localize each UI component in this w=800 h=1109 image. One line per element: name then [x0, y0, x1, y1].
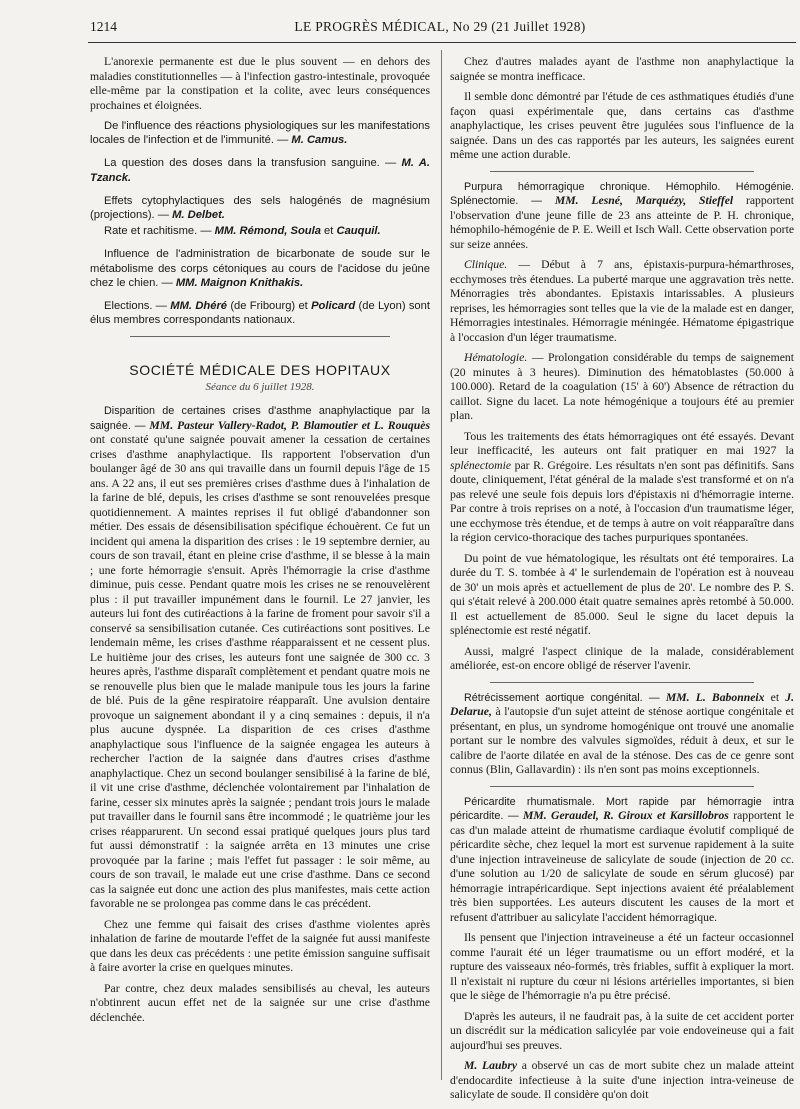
paragraph-asthme-non-anaph: Chez d'autres malades ayant de l'asthme non anaphylactique la saignée se montra inefficace.	[450, 55, 794, 83]
article-body: rapportent l'observation d'une jeune fille de 23 ans atteinte de P. H. chronique, hémophilo-hémogénie de P. E. Weill et Isch Wall. Cette observation porte sur seize années.	[450, 194, 795, 251]
paragraph-clinique	[450, 258, 794, 345]
paragraph-discredit: D'après les auteurs, il ne faudrait pas, à la suite de cet accident porter un discrédit sur la médication salicylée par voie endoveineuse qui a fait aujourd'hui ses preuves.	[450, 1009, 794, 1052]
text: a observé un cas de mort subite chez un malade atteint d'endocardite infectieuse à la suite d'une injection intra-veineuse de salicylate de soude. Il considère qu'on doit	[450, 1059, 794, 1101]
item-author: MM. Dhéré	[170, 300, 228, 313]
article-authors: MM. Lesné, Marquézy, Stieffel	[554, 194, 734, 207]
subsection-label: Clinique.	[464, 258, 508, 271]
item-delbet	[90, 194, 430, 222]
paragraph-traitements	[450, 430, 794, 546]
paragraph-hematologie	[450, 351, 794, 424]
subsection-body: — Prolongation considérable du temps de saignement (20 minutes à 3 heures). Diminution des hématoblastes (50.000 à 100.000). Retard de la coagulation (15' à 60') Absence de rétraction du caillot. Signe du lacet. La note hémogénique a toujours été au premier plan.	[450, 351, 794, 422]
section-rule	[490, 786, 754, 787]
text: Tous les traitements des états hémorragiques ont été essayés. Devant leur inefficacité, les auteurs ont fait pratiquer en mai 1927 la	[450, 429, 794, 457]
item-conjunction: et	[320, 225, 337, 238]
item-author: Cauquil.	[336, 225, 381, 238]
paragraph-purpura	[450, 180, 794, 253]
article-authors: M. Laubry	[464, 1059, 518, 1072]
seance-date: Séance du 6 juillet 1928.	[205, 380, 315, 393]
item-author: M. Delbet.	[172, 209, 225, 222]
journal-title: LE PROGRÈS MÉDICAL, No 29 (21 Juillet 1928)	[294, 19, 586, 34]
page-header	[90, 16, 790, 38]
item-title: La question des doses dans la transfusion sanguine. —	[104, 157, 397, 170]
item-camus	[90, 119, 430, 147]
subsection-body: — Début à 7 ans, épistaxis-purpura-hémarthroses, ecchymoses très étendues. La puberté marque une aggravation très nette. Ménorragies très abondantes. Epistaxis intarissables. A plusieurs reprises, les hémorragies sont telles que la vie de la malade est en danger, Hémorragies intestinales. Hémorragie méningée. Hématome épigastrique à l'occasion d'un léger traumatisme.	[450, 258, 794, 344]
item-elections	[90, 299, 430, 327]
header-rule	[88, 42, 796, 43]
item-author: MM. Rémond, Soula	[214, 225, 321, 238]
article-title: Disparition de certaines crises d'asthme anaphylactique par la saignée. —	[90, 405, 430, 432]
subsection-label: Hématologie.	[464, 351, 528, 364]
article-title: Rétrécissement aortique congénital. —	[464, 691, 660, 704]
item-title: Elections. —	[104, 300, 167, 313]
item-title: Influence de l'administration de bicarbonate de soude sur le métabolisme des corps cétoniques au cours de l'acidose du jeûne chez le chien. —	[90, 248, 430, 289]
paragraph-retrecissement	[450, 691, 794, 778]
left-column	[90, 55, 430, 1031]
item-author: M. A. Tzanck.	[90, 157, 430, 184]
section-rule	[490, 682, 754, 683]
item-author: MM. Maignon Knithakis.	[175, 276, 304, 289]
page-number: 1214	[90, 19, 117, 34]
column-divider	[441, 50, 442, 1080]
article-title: Péricardite rhumatismale. Mort rapide par hémorragie intra péricardite. —	[450, 795, 794, 822]
paragraph-laubry	[450, 1059, 794, 1103]
right-column	[450, 55, 794, 1109]
item-tzanck	[90, 156, 430, 184]
item-title: Rate et rachitisme. —	[104, 225, 212, 238]
section-rule	[490, 171, 754, 172]
article-body: ont constaté qu'une saignée pouvait amener la cessation de certaines crises d'asthme anaphylactique. Ils rapportent l'observation d'un boulanger âgé de 30 ans qui travaille dans un fournil depuis l'âge de 15 ans. A 22 ans, il eut ses premières crises d'asthme dues à l'inhalation de la farine de blé, depuis, les crises d'asthme se sont renouvelées presque quotidiennement. A maintes reprises il fut obligé d'abandonner son métier. Des essais de désensibilisation spécifique échouèrent. Ce fut un incident qui amena la disparition des crises : le 19 septembre dernier, au cours de son travail, étant en pleine crise d'asthme, il se blesse à la main ; une forte hémorragie s'ensuit. Après l'hémorragie la crise d'asthme diminue, puis cesse. Pendant quatre mois les crises ne se renouvelèrent plus : il put travailler impunément dans le fournil. Le 27 janvier, les auteurs lui font des cutiréactions à la farine de froment pour savoir s'il a conservé sa sensibilisation cutanée. Ces cutiréactions sont positives. Le lendemain même, les crises d'asthme réapparaissent et ne cessent plus. Le huitième jour des crises, les auteurs font une saignée de 300 cc. 3 heures après, l'asthme disparaît complètement et pendant quatre mois ne se renouvelle plus bien que le malade manipule tous les jours la farine de blé. Puis de la gêne respiratoire réapparaît. Une avulsion dentaire provoque un saignement abondant il y a cinq semaines : depuis, il n'a plus aucune dyspnée. La disparition de ces crises d'asthme anaphylactique sous l'influence de la saignée engagea les auteurs à rechercher l'action de la saignée dans d'autres crises d'asthme anaphylactique. Chez un second boulanger sensibilisé à la farine de blé, il vit une crise d'asthme, déclenchée volontairement par l'inhalation de farine, cesser six minutes après la saignée ; pendant trois jours le malade put travailler dans le fournil sans être incommodé ; le quatrième jour les crises réapparurent. Un second essai pratiqué quelques jours plus tard fut aussi démonstratif : la saignée arrêta en 13 minutes une crise provoquée par la farine ; mais l'effet fut passager : le soir même, au cours de son travail, le malade eut une crise d'asthme. Dans ce second cas la saignée eut donc une action des plus manifestes, mais cette action favorable ne se prolongea pas comme dans le cas précédent.	[90, 433, 430, 911]
paragraph-avenir: Aussi, malgré l'aspect clinique de la malade, considérablement améliorée, est-on encore obligé de réserver l'avenir.	[450, 644, 794, 672]
article-body: rapportent le cas d'un malade atteint de rhumatisme cardiaque évolutif compliqué de péricardite sèche, chez lequel la mort est survenue rapidement à la suite d'une injection intraveineuse de salicylate de soude (injection de 20 cc. d'une solution au 1/20 de salicylate de soude en sérum glucosé) par hémorragie intrapéricardique. Sept injections avaient été préalablement très bien supportées. Les auteurs discutent les causes de la mort et refusent d'attribuer au salicylate l'accident hémorragique.	[450, 809, 795, 924]
item-author: M. Camus.	[291, 134, 348, 147]
item-author: Policard	[311, 300, 356, 313]
article-authors: MM. Pasteur Vallery-Radot, P. Blamoutier et L. Rouquès	[149, 418, 431, 432]
item-text: (de Fribourg) et	[227, 300, 312, 313]
paragraph-moutarde: Chez une femme qui faisait des crises d'asthme violentes après inhalation de farine de moutarde l'effet de la saignée fut aussi manifeste que dans les deux cas précédents : une petite émission sanguine suffisait à faire avorter la crise en quelques minutes.	[90, 917, 430, 975]
paragraph-asthme	[90, 404, 430, 912]
paragraph-anorexie: L'anorexie permanente est due le plus souvent — en dehors des maladies constitutionnelles — à l'infection gastro-intestinale, provoquée elle-même par la constipation et la colite, avec leurs conséquences prochaines et éloignées.	[90, 55, 430, 112]
article-title: Purpura hémorragique chronique. Hémophilo. Hémogénie. Splénectomie. —	[450, 180, 794, 207]
item-title: De l'influence des réactions physiologiques sur les manifestations locales de l'infection et de l'immunité. —	[90, 120, 430, 147]
text: par R. Grégoire. Les résultats n'en sont pas définitifs. Sans doute, cliniquement, l'état général de la malade s'est transformé et on n'a pas relevé une seule fois depuis lors d'épistaxis ni d'hémorragie interne. Par contre à trois reprises on a noté, à l'occasion d'un traumatisme léger, une ecchymose très étendue, et de temps à autre on voit réapparaître dans la région cervico-thoracique des taches purpuriques spontanées.	[450, 458, 794, 544]
article-body: à l'autopsie d'un sujet atteint de sténose aortique congénitale et présentant, en plus, un syndrome homogénique ont trouvé une anomalie portant sur le nombre des valvules sigmoïdes, réduit à deux, et sur le calibre de l'aorte dilatée en aval de la sténose. Des cas de ce genre sont connus (Blin, Gallavardin) : ils n'en sont pas moins exceptionnels.	[450, 705, 794, 776]
section-rule	[130, 336, 390, 337]
article-authors: MM. L. Babonneix	[665, 690, 765, 704]
paragraph-pericardite	[450, 795, 794, 926]
text-italic: splénectomie	[450, 458, 512, 472]
item-bicarbonate	[90, 247, 430, 290]
item-rachitisme	[90, 224, 430, 238]
item-title: Effets cytophylactiques des sels halogénés de magnésium (projections). —	[90, 194, 430, 222]
paragraph-hematologique: Du point de vue hématologique, les résultats ont été temporaires. La durée du T. S. tombée à 4' le surlendemain de l'opération est à nouveau de 30' un mois après et actuellement de plus de 20'. Le nombre des P. S. qui s'était relevé à 200.000 était quatre semaines après retombé à 50.000. Il est actuellement de 85.000. Seul le signe du lacet depuis la splénectomie est resté négatif.	[450, 551, 794, 637]
society-heading: SOCIÉTÉ MÉDICALE DES HOPITAUX	[129, 362, 391, 379]
text: et	[764, 690, 786, 704]
article-authors: MM. Geraudel, R. Giroux et Karsillobros	[523, 809, 729, 822]
paragraph-cheval: Par contre, chez deux malades sensibilisés au cheval, les auteurs n'obtinrent aucun effet net de la saignée sur une crise d'asthme déclenchée.	[90, 981, 430, 1024]
paragraph-conclusion: Il semble donc démontré par l'étude de ces asthmatiques étudiés d'une façon quasi expérimentale que, dans certains cas d'asthme anaphylactique, les crises peuvent être jugulées sous l'influence de la saignée. Dans un des cas rapportés par les auteurs, les saignées eurent même une action durable.	[450, 90, 794, 161]
article-authors: J. Delarue,	[450, 690, 795, 718]
paragraph-injection: Ils pensent que l'injection intraveineuse a été un facteur occasionnel comme l'aurait été un léger traumatisme ou un effort modéré, et la rupture des vaisseaux néo-formés, très friables, suffit à expliquer la mort. Il n'existait ni rupture du cœur ni lésions artérielles importantes, si bien que le siège de l'hémorragie n'a pu être précisé.	[450, 931, 794, 1002]
item-text: (de Lyon) sont élus membres correspondants nationaux.	[90, 300, 430, 327]
